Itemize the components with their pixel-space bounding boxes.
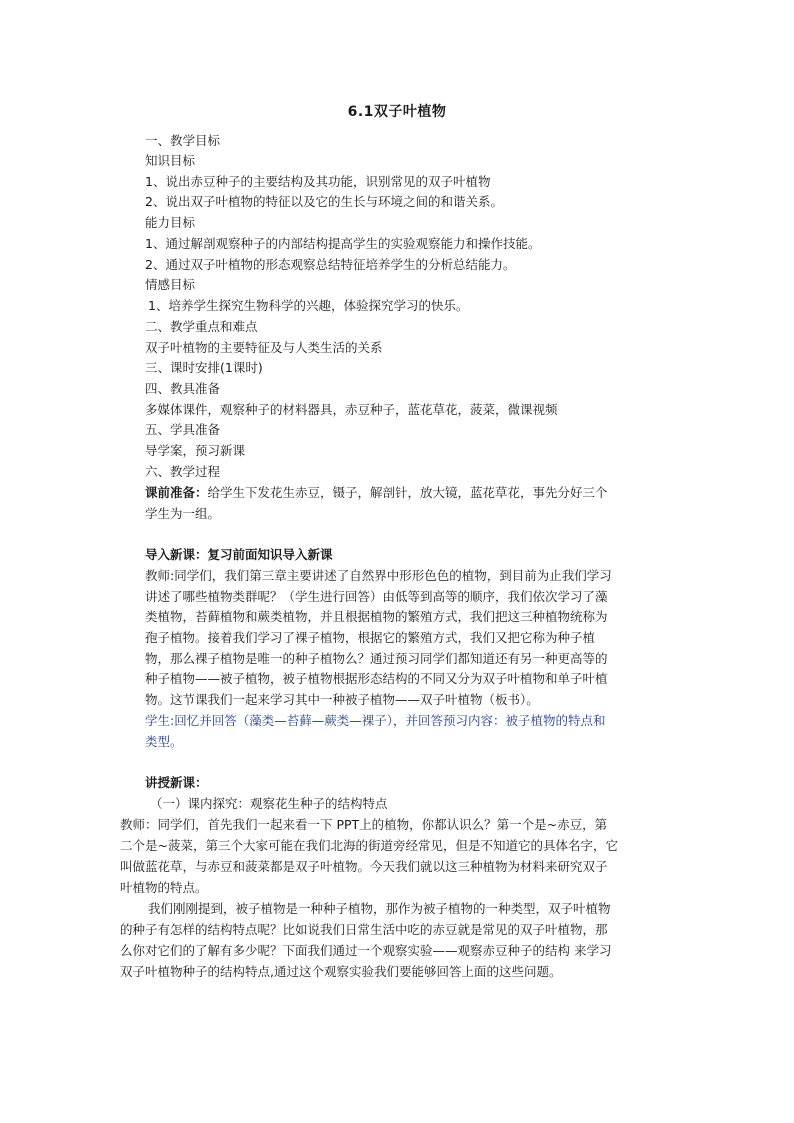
paragraph-line: 双子叶植物种子的结构特点,通过这个观察实验我们要能够回答上面的这些问题。 (120, 964, 562, 979)
ability-goals-heading: 能力目标 (145, 215, 196, 230)
knowledge-goal-1: 1、说出赤豆种子的主要结构及其功能，识别常见的双子叶植物 (145, 174, 491, 189)
section-student-aids: 五、学具准备 (145, 422, 221, 437)
intro-line: 物，那么裸子植物是唯一的种子植物么？通过预习同学们都知道还有另一种更高等的 (145, 651, 608, 666)
ability-goal-1: 1、通过解剖观察种子的内部结构提高学生的实验观察能力和操作技能。 (145, 236, 541, 251)
emotion-goal-1: 1、培养学生探究生物科学的兴趣，体验探究学习的快乐。 (148, 298, 469, 313)
knowledge-goals-heading: 知识目标 (145, 153, 196, 168)
emotion-goals-heading: 情感目标 (145, 277, 196, 292)
pre-class-label: 课前准备： (145, 485, 208, 500)
lecture-subheading: （一）课内探究：观察花生种子的结构特点 (150, 796, 388, 811)
lecture-line: 二个是~菠菜，第三个大家可能在我们北海的街道旁经常见，但是不知道它的具体名字，它 (120, 838, 618, 853)
intro-line: 类植物，苔藓植物和蕨类植物，并且根据植物的繁殖方式，我们把这三种植物统称为 (145, 609, 608, 624)
section-teaching-goals: 一、教学目标 (145, 133, 221, 148)
paragraph-line: 么你对它们的了解有多少呢？下面我们通过一个观察实验——观察赤豆种子的结构 来学习 (120, 943, 612, 958)
intro-line: 孢子植物。接着我们学习了裸子植物，根据它的繁殖方式，我们又把它称为种子植 (145, 630, 596, 645)
lecture-line: 叫做蓝花草，与赤豆和菠菜都是双子叶植物。今天我们就以这三种植物为材料来研究双子 (120, 859, 608, 874)
student-response: 学生:回忆并回答（藻类—苔藓—蕨类—裸子），并回答预习内容：被子植物的特点和 (145, 713, 606, 728)
paragraph-line: 我们刚刚提到，被子植物是一种种子植物，那作为被子植物的一种类型，双子叶植物 (148, 901, 611, 916)
lecture-line: 教师：同学们，首先我们一起来看一下 PPT上的植物，你都认识么？第一个是~赤豆，第 (120, 817, 608, 832)
section-key-points: 二、教学重点和难点 (145, 319, 258, 334)
knowledge-goal-2: 2、说出双子叶植物的特征以及它的生长与环境之间的和谐关系。 (145, 194, 503, 209)
lecture-line: 叶植物的特点。 (120, 880, 208, 895)
document-title: 6.1双子叶植物 (347, 104, 447, 120)
student-aids-body: 导学案，预习新课 (145, 443, 246, 458)
pre-class-prep (145, 482, 685, 503)
section-teaching-aids: 四、教具准备 (145, 381, 221, 396)
intro-line: 物。这节课我们一起来学习其中一种被子植物——双子叶植物（板书）。 (145, 692, 539, 707)
key-points-body: 双子叶植物的主要特征及与人类生活的关系 (145, 340, 383, 355)
intro-heading: 导入新课：复习前面知识导入新课 (145, 547, 333, 562)
intro-line: 种子植物——被子植物，被子植物根据形态结构的不同又分为双子叶植物和单子叶植 (145, 671, 608, 686)
student-response-cont: 类型。 (145, 734, 183, 749)
ability-goal-2: 2、通过双子叶植物的形态观察总结特征培养学生的分析总结能力。 (145, 257, 516, 272)
paragraph-line: 的种子有怎样的结构特点呢？比如说我们日常生活中吃的赤豆就是常见的双子叶植物，那 (120, 922, 608, 937)
pre-class-prep-cont: 学生为一组。 (145, 506, 221, 521)
lecture-heading: 讲授新课： (145, 775, 208, 790)
section-teaching-process: 六、教学过程 (145, 464, 221, 479)
section-schedule: 三、课时安排(1课时) (145, 360, 263, 375)
pre-class-text: 给学生下发花生赤豆，镊子，解剖针，放大镜，蓝花草花，事先分好三个 (207, 485, 608, 500)
teaching-aids-body: 多媒体课件，观察种子的材料器具，赤豆种子，蓝花草花，菠菜，微课视频 (145, 402, 558, 417)
intro-line: 讲述了哪些植物类群呢？（学生进行回答）由低等到高等的顺序，我们依次学习了藻 (145, 589, 608, 604)
intro-line: 教师:同学们，我们第三章主要讲述了自然界中形形色色的植物，到目前为止我们学习 (145, 568, 612, 583)
